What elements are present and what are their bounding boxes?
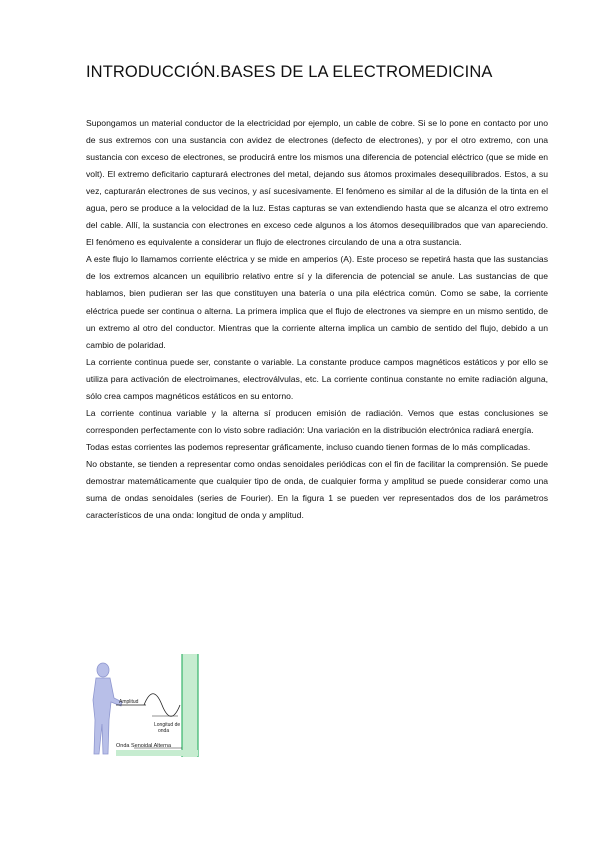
sine-wave (144, 694, 180, 717)
paragraph-5: Todas estas corrientes las podemos representar gráficamente, incluso cuando tienen formas de lo más complicadas. (86, 441, 531, 452)
paragraph-4: La corriente continua variable y la alterna sí producen emisión de radiación. Vemos que estas conclusiones se corresponden perfectamente con lo visto sobre radiación: Una variación en la distribución electrónica radiará energía. (86, 407, 548, 435)
figure-caption: Onda Senoidal Alterna (116, 743, 172, 749)
wavelength-label-line2: onda (158, 728, 170, 734)
paragraph-3: La corriente continua puede ser, constante o variable. La constante produce campos magnéticos estáticos y por ello se utiliza para activación de electroimanes, electroválvulas, etc. La corriente continua constante no emite radiación alguna, sólo crea campos magnéticos estáticos en su entorno. (86, 356, 548, 401)
paragraph-6: No obstante, se tienden a representar como ondas senoidales periódicas con el fin de facilitar la comprensión. Se puede demostrar matemáticamente que cualquier tipo de onda, de cualquier forma y amplitud se puede considerar como una suma de ondas senoidales (series de Fourier). En la figura 1 se pueden ver representados dos de los parámetros característicos de una onda: longitud de onda y amplitud. (86, 458, 548, 521)
water-bottom (116, 750, 198, 756)
amplitude-label: Amplitud (119, 699, 139, 705)
paragraph-1: Supongamos un material conductor de la electricidad por ejemplo, un cable de cobre. Si se lo pone en contacto por uno de sus extremos con una sustancia con avidez de electrones (defecto de electrones), y por el otro extremo, con una sustancia con exceso de electrones, se producirá entre los mismos una diferencia de potencial eléctrico (que se mide en volt). El extremo deficitario capturará electrones del metal, dejando sus átomos proximales desequilibrados. Estos, a su vez, capturarán electrones de sus vecinos, y así sucesivamente. El fenómeno es similar al de la difusión de la tinta en el agua, pero se produce a la velocidad de la luz. Estas capturas se van extendiendo hasta que se alcanza el otro extremo del cable. Allí, la sustancia con electrones en exceso cede algunos a los átomos desequilibrados que van apareciendo. El fenómeno es equivalente a considerar un flujo de electrones circulando de una a otra sustancia. (86, 118, 548, 248)
document-title: INTRODUCCIÓN.BASES DE LA ELECTROMEDICINA (86, 63, 493, 81)
document-body (86, 115, 548, 524)
wavelength-label-line1: Longitud de (154, 722, 181, 728)
paragraph-2: A este flujo lo llamamos corriente eléctrica y se mide en amperios (A). Este proceso se repetirá hasta que las sustancias de los extremos alcancen un equilibrio relativo entre sí y la diferencia de potencial se anule. Las sustancias de que hablamos, bien pudieran ser las que constituyen una batería o una pila eléctrica común. Como se sabe, la corriente eléctrica puede ser continua o alterna. La primera implica que el flujo de electrones va siempre en un mismo sentido, de un extremo al otro del conductor. Mientras que la corriente alterna implica un cambio de sentido del flujo, debido a un cambio de polaridad. (86, 254, 548, 350)
sine-wave-figure (86, 650, 216, 760)
water-column (182, 654, 198, 757)
person-silhouette (93, 663, 122, 754)
